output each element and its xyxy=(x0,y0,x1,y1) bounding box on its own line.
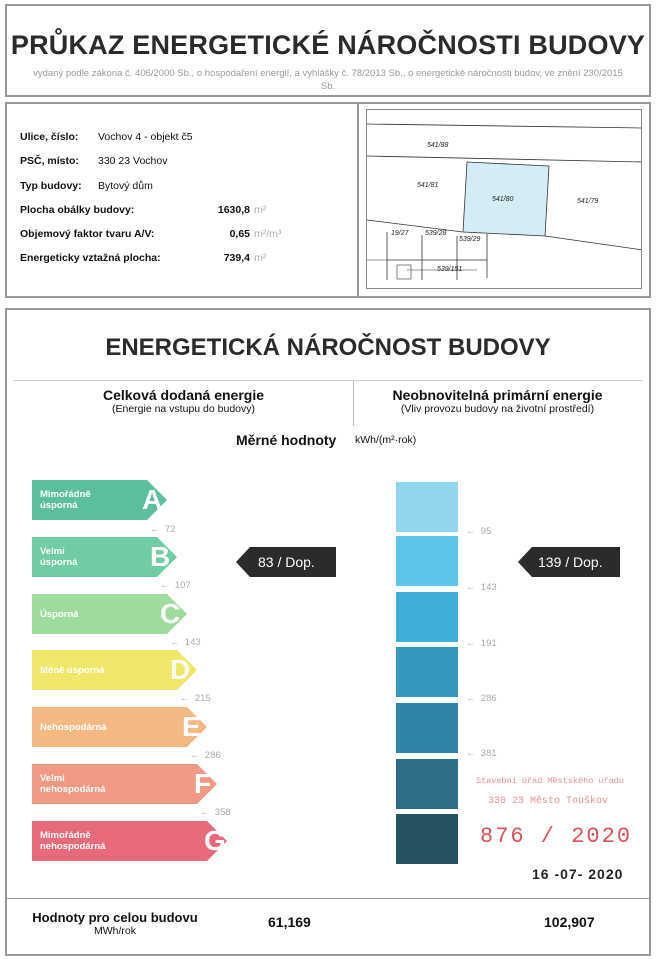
left-tick-4-value: 215 xyxy=(194,693,211,704)
totals-left-value: 61,169 xyxy=(268,914,311,930)
class-letter-b: B xyxy=(150,541,171,572)
zip-label: PSČ, místo: xyxy=(20,155,79,167)
class-letter-d: D xyxy=(170,654,191,685)
totals-label-block xyxy=(20,910,210,937)
parcel-label-8: 539/151 xyxy=(437,266,463,273)
totals-right-value: 102,907 xyxy=(544,914,595,930)
stamp-address: 330 23 Město Touškov xyxy=(488,796,609,807)
primary-energy-block-1 xyxy=(396,482,458,532)
parcel-label-7: 539/29 xyxy=(459,236,481,243)
stamp-office: Stavební úřad Městského úřadu xyxy=(476,776,624,786)
header-rule xyxy=(14,380,642,381)
specific-values-unit: kWh/(m²·rok) xyxy=(355,434,417,446)
primary-energy-block-7 xyxy=(396,814,458,864)
right-head-subtitle: (Vliv provozu budovy na životní prostředí) xyxy=(400,403,595,415)
primary-energy-block-5 xyxy=(396,703,458,753)
section-title: ENERGETICKÁ NÁROČNOST BUDOVY xyxy=(105,334,551,361)
class-letter-c: C xyxy=(160,598,181,629)
shape-label: Objemový faktor tvaru A/V: xyxy=(20,228,155,240)
class-label-f: Velmi nehospodárná xyxy=(40,773,106,795)
left-column-head xyxy=(14,387,353,415)
envelope-label: Plocha obálky budovy: xyxy=(20,204,135,216)
certificate-title: PRŮKAZ ENERGETICKÉ NÁROČNOSTI BUDOVY xyxy=(10,30,646,60)
certificate-subtitle: vydaný podle zákona č. 406/2000 Sb., o hospodaření energií, a vyhlášky č. 78/2013 Sb., o energetické náročnosti budov, ve znění 230/2015 Sb. xyxy=(33,68,623,92)
left-tick-4: ← 215 xyxy=(180,693,211,704)
left-tick-6-value: 358 xyxy=(214,807,231,818)
class-label-a: Mimořádně úsporná xyxy=(40,489,91,511)
primary-energy-block-6 xyxy=(396,759,458,809)
left-rating-value: 83 / Dop. xyxy=(258,554,315,570)
right-tick-3-value: 191 xyxy=(480,638,497,649)
left-tick-2: ← 107 xyxy=(160,580,191,591)
class-pointer-c xyxy=(32,594,187,634)
shape-unit: m²/m³ xyxy=(254,228,282,240)
type-label: Typ budovy: xyxy=(20,180,82,192)
area-unit: m² xyxy=(254,252,267,264)
left-tick-1-value: 72 xyxy=(164,524,176,535)
envelope-value: 1630,8 xyxy=(217,204,250,216)
right-column-head xyxy=(353,387,642,415)
parcel-label-2: 541/81 xyxy=(417,182,439,189)
totals-label: Hodnoty pro celou budovu xyxy=(32,910,198,925)
right-tick-4: ← 286 xyxy=(466,693,497,704)
class-letter-e: E xyxy=(182,711,201,742)
primary-energy-block-4 xyxy=(396,647,458,697)
parcel-label-6: 539/28 xyxy=(425,230,447,237)
right-tick-2-value: 143 xyxy=(480,582,497,593)
right-head-title: Neobnovitelná primární energie xyxy=(392,387,603,403)
specific-values-label: Měrné hodnoty xyxy=(236,432,337,448)
right-rating-badge xyxy=(518,547,620,577)
right-tick-5-value: 381 xyxy=(480,748,497,759)
primary-energy-block-3 xyxy=(396,592,458,642)
street-label: Ulice, číslo: xyxy=(20,131,79,143)
info-divider xyxy=(357,104,359,296)
stamp-date: 16 -07- 2020 xyxy=(532,866,624,882)
right-tick-5: ← 381 xyxy=(466,748,497,759)
left-tick-6: ← 358 xyxy=(200,807,231,818)
left-head-subtitle: (Energie na vstupu do budovy) xyxy=(111,403,255,415)
shape-value: 0,65 xyxy=(229,228,250,240)
area-value: 739,4 xyxy=(223,252,250,264)
street-value: Vochov 4 - objekt č5 xyxy=(98,131,193,143)
right-tick-4-value: 286 xyxy=(480,693,497,704)
class-label-b: Velmi úsporná xyxy=(40,546,78,568)
type-value: Bytový dům xyxy=(98,180,153,192)
left-rating-badge xyxy=(236,547,336,577)
cadastral-map xyxy=(366,109,642,289)
parcel-label-3: 541/80 xyxy=(492,196,514,203)
envelope-unit: m² xyxy=(254,204,267,216)
right-tick-2: ← 143 xyxy=(466,582,497,593)
left-tick-3-value: 143 xyxy=(184,637,201,648)
class-label-e: Nehospodárná xyxy=(40,721,107,733)
class-letter-a: A xyxy=(142,484,163,515)
primary-energy-block-2 xyxy=(396,536,458,586)
left-head-title: Celková dodaná energie xyxy=(102,387,265,403)
parcel-label-4: 541/79 xyxy=(577,198,599,205)
class-label-g: Mimořádně nehospodárná xyxy=(40,830,106,852)
left-tick-5: ← 286 xyxy=(190,750,221,761)
class-pointer-f xyxy=(32,764,217,804)
class-label-d: Méně úsporná xyxy=(40,664,105,676)
stamp-number: 876 / 2020 xyxy=(480,824,633,849)
parcel-label-1: 541/88 xyxy=(427,142,449,149)
totals-rule xyxy=(7,898,649,899)
right-tick-1-value: 95 xyxy=(480,526,492,537)
right-tick-3: ← 191 xyxy=(466,638,497,649)
class-label-c: Úsporná xyxy=(40,608,79,620)
class-letter-g: G xyxy=(204,825,226,856)
class-pointer-a xyxy=(32,480,167,520)
left-tick-5-value: 286 xyxy=(204,750,221,761)
class-pointer-d xyxy=(32,650,197,690)
right-rating-value: 139 / Dop. xyxy=(538,554,603,570)
area-label: Energeticky vztažná plocha: xyxy=(20,252,161,264)
parcel-label-5: 19/27 xyxy=(391,230,409,237)
right-tick-1: ← 95 xyxy=(466,526,492,537)
class-letter-f: F xyxy=(194,768,212,799)
zip-value: 330 23 Vochov xyxy=(98,155,168,167)
class-pointer-e xyxy=(32,707,207,747)
class-pointer-g xyxy=(32,821,227,861)
class-pointer-b xyxy=(32,537,177,577)
totals-unit: MWh/rok xyxy=(94,925,136,937)
left-tick-2-value: 107 xyxy=(174,580,191,591)
left-tick-1: ← 72 xyxy=(150,524,176,535)
left-tick-3: ← 143 xyxy=(170,637,201,648)
